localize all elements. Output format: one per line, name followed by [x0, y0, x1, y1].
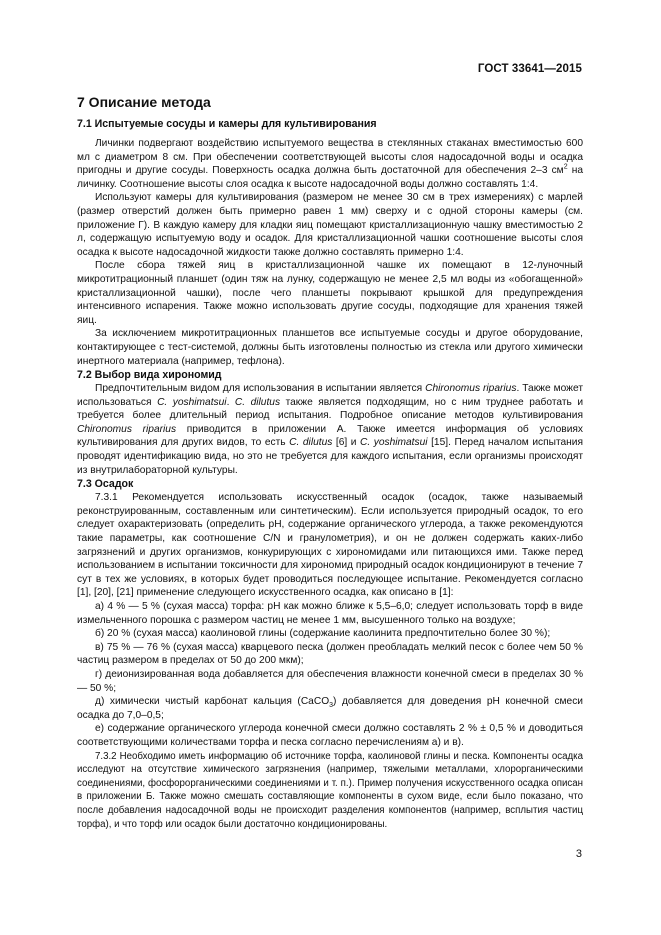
paragraph: После сбора тяжей яиц в кристаллизационной чашке их помещают в 12-луночный микротитрационный планшет (один тяж на лунку, содержащую не менее 2,5 мл воды из «обогащенной» кристаллизационной чашки), после чего планшеты покрывают крышкой для предупреждения интенсивного испарения. Также можно использовать другие сосуды, подходящие для хранения тяжей яиц.: [77, 260, 583, 326]
subsection-title-7-3: 7.3 Осадок: [77, 478, 134, 491]
list-item: г) деионизированная вода добавляется для обеспечения влажности конечной смеси в пределах 30 % — 50 %;: [77, 668, 583, 694]
list-item: в) 75 % — 76 % (сухая масса) кварцевого песка (должен преобладать мелкий песок с более чем 50 % частиц размером в пределах от 50 до 200 мкм);: [77, 641, 583, 667]
paragraph: Используют камеры для культивирования (размером не менее 30 см в трех измерениях) с марлей (размер отверстий должен быть примерно равен 1 мм) сверху и с одной стороны камеры (см. приложение Г). В каждую камеру для кладки яиц помещают кристаллизационную чашку вместимостью 2 л, содержащую испытуемую воду и осадок. Для кристаллизационной чашки соотношение высоты слоя осадка к высоте надосадочной жидкости также должно составлять примерно 1:4.: [77, 192, 583, 258]
list-item: а) 4 % — 5 % (сухая масса) торфа: pH как можно ближе к 5,5–6,0; следует использовать торф в виде измельченного порошка с размером частиц не менее 1 мм, высушенного только на воздухе;: [77, 601, 583, 626]
paragraph: Личинки подвергают воздействию испытуемого вещества в стеклянных стаканах вместимостью 600 мл с диаметром 8 см. При обеспечении соответствующей высоты слоя надосадочной воды и осадка пригодны и другие сосуды. Поверхность осадка должна быть достаточной для обеспечения 2–3 $см^2$ на личинку. Соотношение высоты слоя осадка к высоте надосадочной воды должно составлять 1:4.: [77, 138, 583, 190]
list-item: б) 20 % (сухая масса) каолиновой глины (содержание каолинита предпочтительно более 30 %);: [95, 628, 551, 640]
standard-number: ГОСТ 33641—2015: [477, 63, 582, 75]
section-title: 7 Описание метода: [77, 94, 211, 110]
paragraph: Предпочтительным видом для использования в испытании является Chironomus riparius. Также может использоваться C. yoshimatsui. C. dilutus также является подходящим, но с ним труднее работать и требуется более длительный период испытания. Подробное описание методов культивирования Chironomus riparius приводится в приложении А. Также имеется информация об условиях культивирования для других видов, то есть C. dilutus [6] и C. yoshimatsui [15]. Перед началом испытания проводят идентификацию вида, но это не требуется для каждого испытания, если организмы происходят из внутрилабораторной культуры.: [77, 383, 584, 476]
subsection-title-7-1: 7.1 Испытуемые сосуды и камеры для культивирования: [77, 118, 377, 130]
page-number: 3: [575, 848, 582, 860]
paragraph: 7.3.2 Необходимо иметь информацию об источнике торфа, каолиновой глины и песка. Компоненты осадка исследуют на отсутствие химического загрязнения (например, тяжелыми металлами, хлорорганическими соединениями, фосфорорганическими соединениями и т. п.). Пример получения искусственного осадка описан в приложении Б. Также можно смешать составляющие компоненты в сухом виде, если было показано, что после добавления надосадочной воды не происходит разделения компонентов (например, всплытия частиц торфа), и что торф или осадок были достаточно кондиционированы.: [77, 750, 583, 830]
list-item: д) химически чистый карбонат кальция (CaCO$_3$) добавляется для доведения pH конечной смеси осадка до 7,0–0,5;: [77, 696, 583, 721]
list-item: е) содержание органического углерода конечной смеси должно составлять 2 % ± 0,5 % и доводиться соответствующими количествами торфа и песка согласно перечислениям а) и в).: [77, 723, 583, 748]
paragraph: 7.3.1 Рекомендуется использовать искусственный осадок (осадок, также называемый реконструированным, составленным или синтетическим). Если используется природный осадок, то его следует охарактеризовать (определить pH, содержание органического углерода, а также рекомендуются такие параметры, как соотношение C/N и гранулометрия), и он не должен содержать каких-либо загрязнений и других организмов, конкурирующих с хирономидами или питающихся ими. Также перед использованием в испытании токсичности для хирономид природный осадок кондиционируют в течение 7 сут в тех же условиях, в которых будет проводиться последующее испытание. Рекомендуется согласно [1], [20], [21] применение следующего искусственного осадка, как описано в [1]:: [77, 492, 583, 599]
subsection-title-7-2: 7.2 Выбор вида хирономид: [77, 369, 222, 382]
paragraph: За исключением микротитрационных планшетов все испытуемые сосуды и другое оборудование, контактирующее с тест-системой, должны быть изготовлены полностью из стекла или другого химически инертного материала (например, тефлона).: [77, 328, 583, 367]
page-content: [77, 93, 583, 831]
